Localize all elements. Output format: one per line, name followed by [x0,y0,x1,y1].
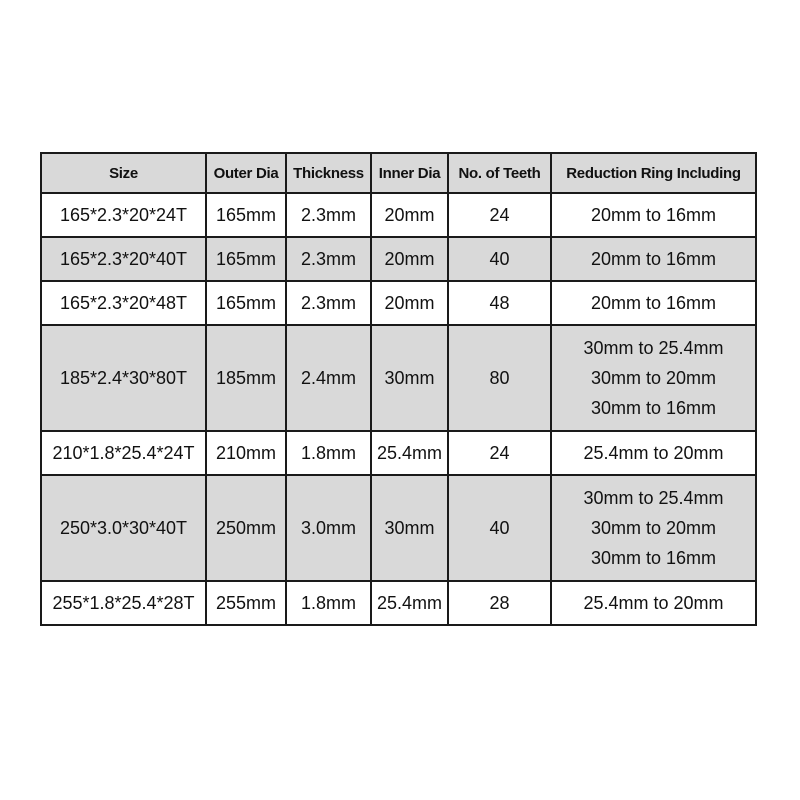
reduction-ring-line: 20mm to 16mm [590,205,717,225]
cell-teeth: 48 [448,281,551,325]
cell-teeth: 24 [448,431,551,475]
reduction-ring-line: 30mm to 16mm [590,398,717,418]
cell-teeth: 24 [448,193,551,237]
reduction-ring-line: 25.4mm to 20mm [583,443,724,463]
reduction-ring-line: 30mm to 16mm [590,548,717,568]
header-inner-dia: Inner Dia [371,153,448,193]
cell-outer-dia: 165mm [206,237,286,281]
cell-teeth: 80 [448,325,551,431]
cell-reduction-ring [551,475,756,581]
cell-size: 185*2.4*30*80T [41,325,206,431]
cell-thickness: 3.0mm [286,475,371,581]
cell-thickness: 1.8mm [286,431,371,475]
cell-inner-dia: 20mm [371,281,448,325]
cell-inner-dia: 25.4mm [371,581,448,625]
cell-thickness: 2.4mm [286,325,371,431]
table-row [41,475,756,581]
cell-teeth: 40 [448,475,551,581]
cell-reduction-ring [551,431,756,475]
cell-reduction-ring [551,581,756,625]
table-row [41,281,756,325]
reduction-ring-line: 30mm to 20mm [590,368,717,388]
table-body [41,193,756,625]
cell-size: 165*2.3*20*40T [41,237,206,281]
header-row [41,153,756,193]
cell-outer-dia: 255mm [206,581,286,625]
cell-inner-dia: 30mm [371,325,448,431]
cell-inner-dia: 20mm [371,193,448,237]
cell-size: 165*2.3*20*48T [41,281,206,325]
reduction-ring-line: 25.4mm to 20mm [583,593,724,613]
cell-thickness: 2.3mm [286,237,371,281]
cell-reduction-ring [551,281,756,325]
cell-inner-dia: 20mm [371,237,448,281]
reduction-ring-line: 30mm to 20mm [590,518,717,538]
cell-outer-dia: 165mm [206,193,286,237]
saw-blade-spec-table [40,152,757,626]
cell-thickness: 2.3mm [286,193,371,237]
cell-teeth: 28 [448,581,551,625]
header-size: Size [41,153,206,193]
cell-size: 210*1.8*25.4*24T [41,431,206,475]
cell-outer-dia: 185mm [206,325,286,431]
cell-teeth: 40 [448,237,551,281]
cell-reduction-ring [551,193,756,237]
reduction-ring-line: 30mm to 25.4mm [583,488,724,508]
table-row [41,193,756,237]
cell-outer-dia: 210mm [206,431,286,475]
cell-thickness: 1.8mm [286,581,371,625]
header-thickness: Thickness [286,153,371,193]
table-row [41,431,756,475]
cell-size: 255*1.8*25.4*28T [41,581,206,625]
table-row [41,581,756,625]
reduction-ring-line: 20mm to 16mm [590,249,717,269]
cell-size: 165*2.3*20*24T [41,193,206,237]
table-row [41,325,756,431]
cell-reduction-ring [551,325,756,431]
cell-inner-dia: 25.4mm [371,431,448,475]
cell-size: 250*3.0*30*40T [41,475,206,581]
header-outer-dia: Outer Dia [206,153,286,193]
table-row [41,237,756,281]
reduction-ring-line: 20mm to 16mm [590,293,717,313]
cell-outer-dia: 250mm [206,475,286,581]
cell-reduction-ring [551,237,756,281]
cell-inner-dia: 30mm [371,475,448,581]
cell-thickness: 2.3mm [286,281,371,325]
cell-outer-dia: 165mm [206,281,286,325]
reduction-ring-line: 30mm to 25.4mm [583,338,724,358]
header-reduction-ring: Reduction Ring Including [551,153,756,193]
header-teeth: No. of Teeth [448,153,551,193]
